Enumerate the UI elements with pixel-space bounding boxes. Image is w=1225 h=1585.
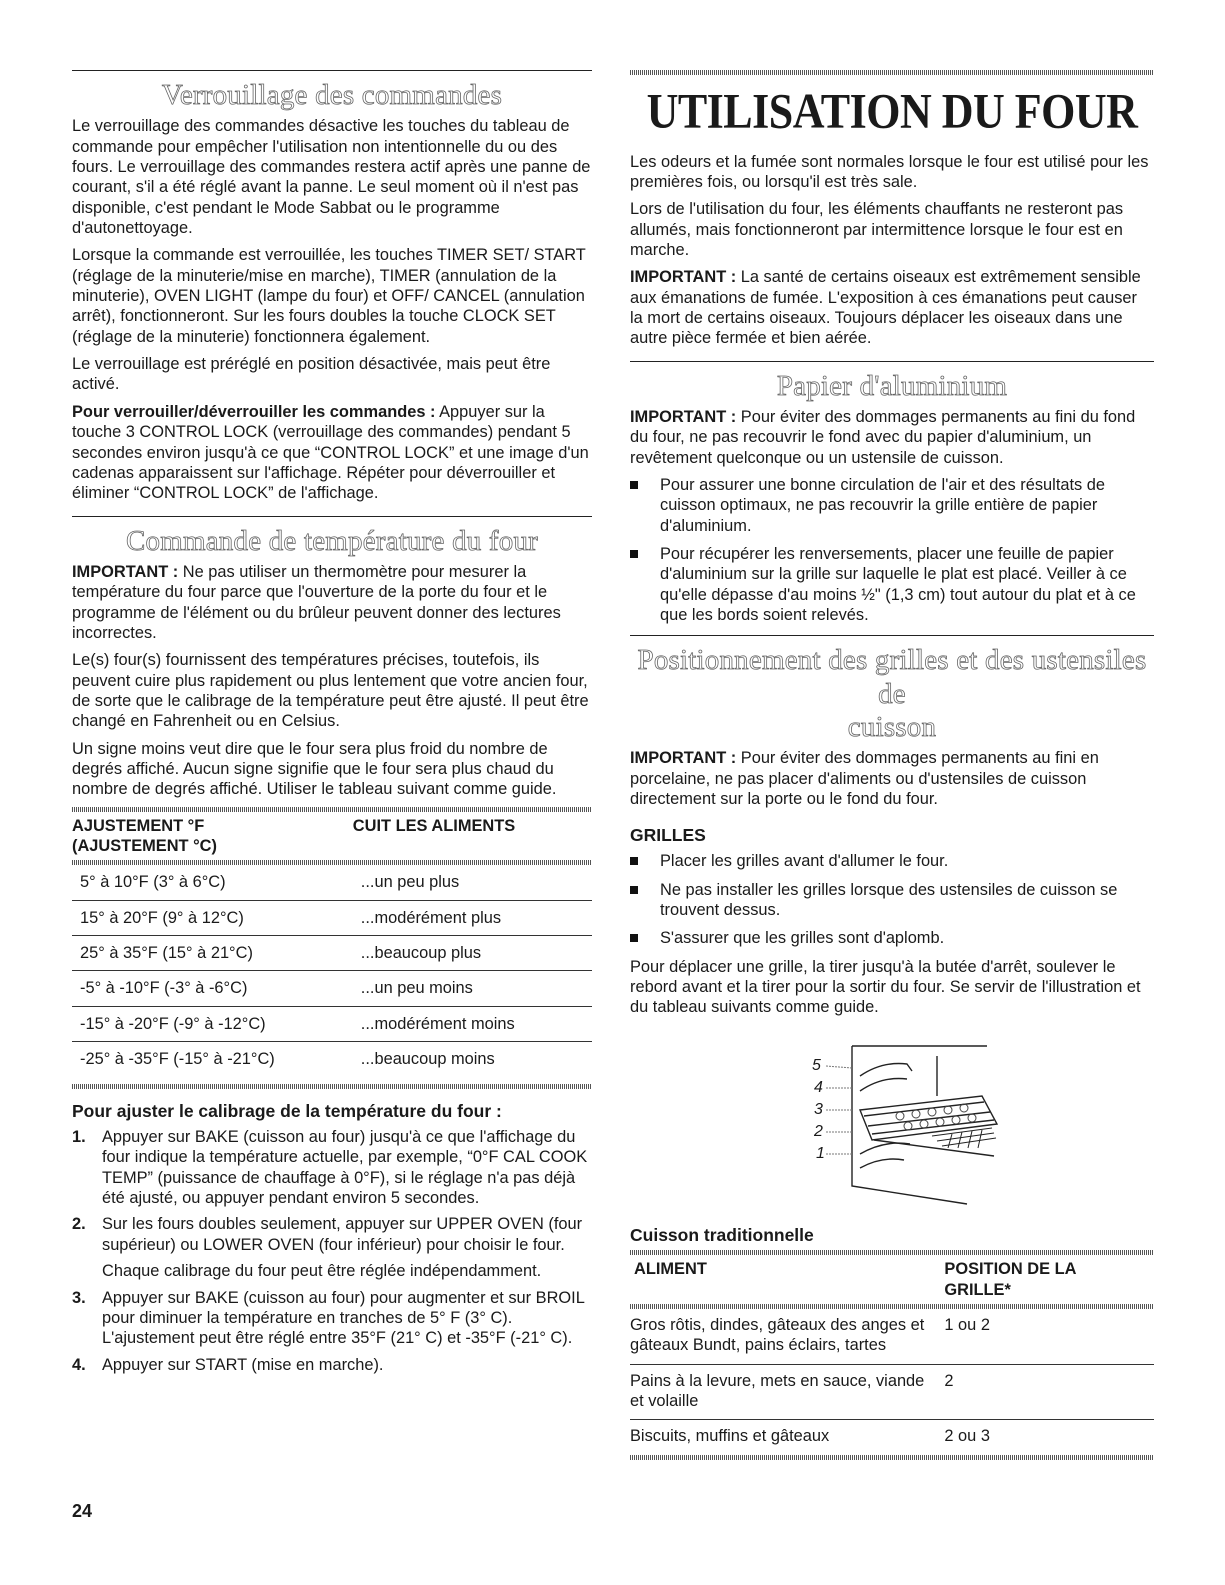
paragraph-text: La santé de certains oiseaux est extrêmement sensible aux émanations de fumée. L'exposition à ces émanations peut causer la mort de certains oiseaux. Toujours déplacer les oiseaux dans une autre pièce fermée et bien aérée.: [630, 268, 1141, 348]
table-row: [630, 1309, 1154, 1364]
adjustment-table: [72, 812, 592, 1077]
bold-lead: Pour verrouiller/déverrouiller les commandes :: [72, 402, 436, 421]
traditional-cooking-heading: Cuisson traditionnelle: [630, 1224, 814, 1245]
table-cell-cooks: ...un peu moins: [353, 971, 592, 1006]
section-divider: [72, 516, 592, 517]
paragraph-text: Appuyer sur la touche 3 CONTROL LOCK (verrouillage des commandes) pendant 5 secondes environ jusqu'à ce que “CONTROL LOCK” et une image d'un cadenas apparaissent sur l'affichage. Répéter pour déverrouiller et éliminer “CONTROL LOCK” de l'affichage.: [72, 402, 589, 503]
page-title: UTILISATION DU FOUR: [646, 83, 1138, 139]
table-cell-cooks: ...modérément plus: [353, 900, 592, 935]
section-divider: [630, 70, 1154, 75]
rack-position-label: 4: [814, 1078, 823, 1096]
table-row: [72, 936, 592, 971]
foil-bullets: [630, 475, 1154, 625]
table-cell-cooks: ...beaucoup moins: [360, 1050, 495, 1069]
paragraph-text: Ne pas utiliser un thermomètre pour mesurer la température du four parce que l'ouverture de la porte du four et le programme de l'élément ou du brûleur peuvent donner des lectures incorrectes.: [72, 562, 561, 642]
table-cell-adjustment: -25° à -35°F (-15° à -21°C): [80, 1050, 275, 1069]
table-cell-cooks: ...modérément moins: [353, 1006, 592, 1041]
rack-positions-illustration: [812, 1036, 1002, 1211]
list-item: [72, 1288, 592, 1349]
list-item: Ne pas installer les grilles lorsque des ustensiles de cuisson se trouvent dessus.: [630, 880, 1154, 921]
left-column: [72, 70, 592, 1381]
paragraph: [72, 402, 592, 504]
table-bottom-border: [72, 1084, 592, 1089]
table-row: [72, 865, 592, 900]
rack-position-label: 5: [812, 1056, 821, 1074]
rack-position-label: 1: [816, 1144, 825, 1162]
table-header-row: [630, 1255, 1154, 1304]
right-column: [630, 70, 1154, 1460]
table-cell-food: Biscuits, muffins et gâteaux: [630, 1427, 830, 1446]
step-number: 2.: [72, 1215, 86, 1234]
rack-position-table: [630, 1255, 1154, 1454]
column-header-adjustment: AJUSTEMENT °F (AJUSTEMENT °C): [72, 816, 217, 855]
paragraph: [630, 748, 1154, 809]
paragraph: [630, 267, 1154, 348]
paragraph: Un signe moins veut dire que le four sera plus froid du nombre de degrés affiché. Aucun signe signifie que le four sera plus chaud du nombre de degrés affiché. Utiliser le tableau suivant comme guide.: [72, 739, 557, 799]
section-title-control-lock: Verrouillage des commandes: [161, 79, 503, 111]
list-item: Placer les grilles avant d'allumer le four.: [630, 851, 1154, 871]
calibration-steps: [72, 1127, 592, 1375]
table-cell-food: Gros rôtis, dindes, gâteaux des anges et gâteaux Bundt, pains éclairs, tartes: [630, 1309, 944, 1364]
rack-position-label: 3: [814, 1100, 823, 1118]
bold-lead: IMPORTANT :: [630, 749, 737, 768]
grilles-bullets: [630, 851, 1154, 948]
table-cell-position: 2 ou 3: [944, 1427, 990, 1446]
table-cell-adjustment: -5° à -10°F (-3° à -6°C): [72, 971, 353, 1006]
step-number: 1.: [72, 1128, 86, 1147]
step-text: Sur les fours doubles seulement, appuyer sur UPPER OVEN (four supérieur) ou LOWER OVEN (four inférieur) pour choisir le four.: [102, 1215, 583, 1254]
paragraph: Lors de l'utilisation du four, les éléments chauffants ne resteront pas allumés, mais fonctionneront par intermittence lorsque le four est en marche.: [630, 200, 1124, 259]
table-cell-cooks: ...beaucoup plus: [353, 936, 592, 971]
paragraph: Le verrouillage est préréglé en position désactivée, mais peut être activé.: [72, 355, 551, 394]
table-row: [630, 1420, 1154, 1455]
section-divider: [630, 361, 1154, 362]
section-divider: [630, 635, 1154, 636]
table-row: [72, 971, 592, 1006]
bold-lead: IMPORTANT :: [72, 562, 179, 581]
table-cell-position: 1 ou 2: [944, 1309, 1154, 1364]
bold-lead: IMPORTANT :: [630, 407, 737, 426]
column-header-cooks: CUIT LES ALIMENTS: [352, 816, 516, 835]
calibration-heading: Pour ajuster le calibrage de la température du four :: [72, 1101, 502, 1122]
list-item: Pour récupérer les renversements, placer une feuille de papier d'aluminium sur la grille sur laquelle le plat est placé. Veiller à ce qu'elle dépasse d'au moins ½" (1,3 cm) tout autour du plat et à ce que les bords soient relevés.: [630, 544, 1154, 625]
grilles-heading: GRILLES: [630, 825, 706, 846]
table-cell-food: Pains à la levure, mets en sauce, viande et volaille: [630, 1364, 944, 1420]
paragraph-text: Pour éviter des dommages permanents au fini du fond du four, ne pas recouvrir le fond avec du papier d'aluminium, un revêtement quelconque ou un ustensile de cuisson.: [630, 407, 1136, 467]
section-divider: [72, 70, 592, 71]
paragraph: Les odeurs et la fumée sont normales lorsque le four est utilisé pour les premières fois, ou lorsqu'il est très sale.: [630, 152, 1149, 191]
page-number: 24: [72, 1501, 93, 1521]
step-text: Appuyer sur START (mise en marche).: [102, 1355, 384, 1374]
table-bottom-border: [630, 1455, 1154, 1460]
paragraph: [72, 562, 592, 643]
bold-lead: IMPORTANT :: [630, 268, 737, 287]
table-cell-adjustment: 5° à 10°F (3° à 6°C): [72, 865, 353, 900]
table-row: [630, 1364, 1154, 1420]
table-cell-adjustment: 25° à 35°F (15° à 21°C): [72, 936, 353, 971]
paragraph: [630, 407, 1154, 468]
section-title-rack-positioning: Positionnement des grilles et des ustensiles de cuisson: [637, 644, 1147, 744]
paragraph: Le verrouillage des commandes désactive les touches du tableau de commande pour empêcher l'utilisation non intentionnelle du ou des fours. Le verrouillage des commandes restera actif après une panne de courant, s'il a été réglé avant la panne. Le seul moment où il n'est pas disponible, c'est pendant le Mode Sabbat ou le programme d'autonettoyage.: [72, 117, 591, 238]
paragraph: Lorsque la commande est verrouillée, les touches TIMER SET/ START (réglage de la minuterie/mise en marche), TIMER (annulation de la minuterie), OVEN LIGHT (lampe du four) et OFF/ CANCEL (annulation arrêt), fonctionneront. Sur les fours doubles la touche CLOCK SET (réglage de la minuterie) fonctionnera également.: [72, 246, 586, 346]
step-number: 4.: [72, 1355, 86, 1374]
table-header-row: [72, 812, 592, 861]
section-title-temperature-control: Commande de température du four: [125, 524, 539, 557]
oven-rack-drawing: [812, 1036, 1002, 1211]
list-item: Pour assurer une bonne circulation de l'air et des résultats de cuisson optimaux, ne pas recouvrir la grille entière de papier d'aluminium.: [630, 475, 1154, 536]
table-cell-cooks: ...un peu plus: [353, 865, 592, 900]
table-row: [72, 1006, 592, 1041]
table-cell-adjustment: 15° à 20°F (9° à 12°C): [72, 900, 353, 935]
paragraph: Le(s) four(s) fournissent des températures précises, toutefois, ils peuvent cuire plus rapidement ou plus lentement que votre ancien four, de sorte que le calibrage de la température peut être ajusté. Il peut être changé en Fahrenheit ou en Celsius.: [72, 651, 589, 731]
column-header-food: ALIMENT: [634, 1260, 707, 1279]
paragraph: Pour déplacer une grille, la tirer jusqu'à la butée d'arrêt, soulever le rebord avant et la tirer pour la sortir du four. Se servir de l'illustration et du tableau suivants comme guide.: [630, 957, 1141, 1017]
list-item: [72, 1355, 592, 1375]
step-number: 3.: [72, 1288, 86, 1307]
step-note: Chaque calibrage du four peut être réglée indépendamment.: [102, 1262, 542, 1281]
rack-position-label: 2: [814, 1122, 823, 1140]
column-header-rack-position: POSITION DE LA GRILLE*: [944, 1260, 1077, 1299]
table-row: [72, 900, 592, 935]
table-row: [72, 1042, 592, 1077]
paragraph-text: Pour éviter des dommages permanents au fini en porcelaine, ne pas placer d'aliments ou d'ustensiles de cuisson directement sur la porte ou le fond du four.: [630, 749, 1099, 809]
section-title-aluminum-foil: Papier d'aluminium: [776, 369, 1008, 402]
list-item: S'assurer que les grilles sont d'aplomb.: [630, 928, 1154, 948]
table-cell-adjustment: -15° à -20°F (-9° à -12°C): [72, 1006, 353, 1041]
table-cell-position: 2: [944, 1364, 1154, 1420]
step-text: Appuyer sur BAKE (cuisson au four) pour augmenter et sur BROIL pour diminuer la température en tranches de 5° F (3° C). L'ajustement peut être réglé entre 35°F (21° C) et -35°F (-21° C).: [102, 1288, 585, 1348]
list-item: [72, 1214, 592, 1281]
list-item: [72, 1127, 592, 1208]
step-text: Appuyer sur BAKE (cuisson au four) jusqu'à ce que l'affichage du four indique la température actuelle, par exemple, “0°F CAL COOK TEMP” (puissance de chauffage à 0°F), si le réglage n'a pas déjà été ajusté, ou appuyer pendant environ 5 secondes.: [102, 1128, 588, 1208]
